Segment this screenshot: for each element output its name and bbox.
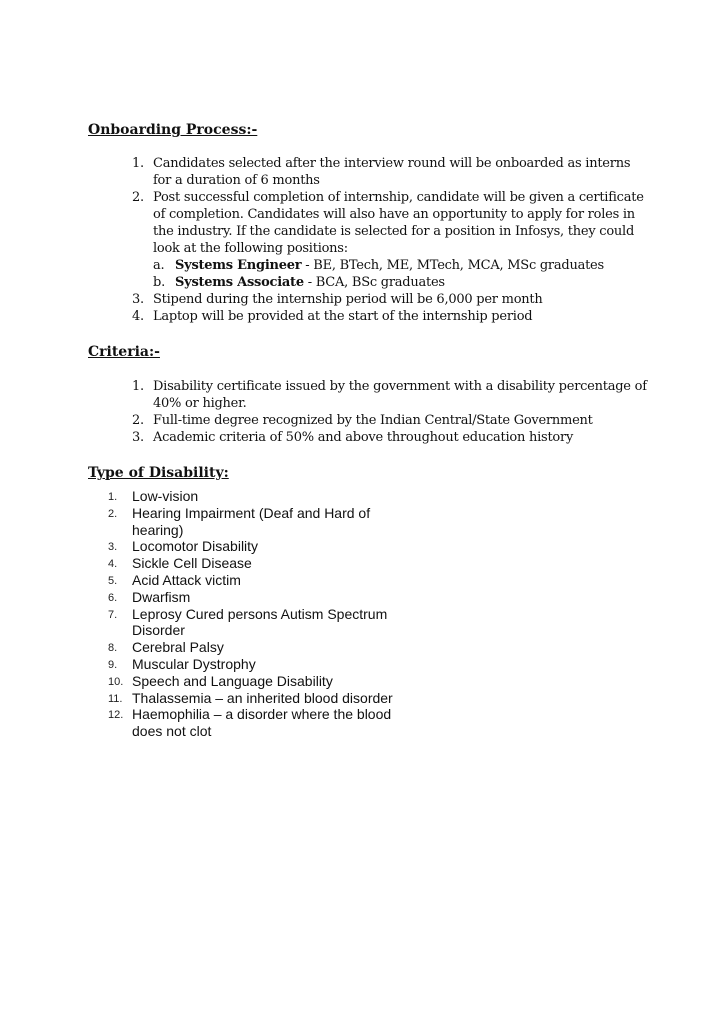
list-item [132, 308, 652, 325]
list-letter: b. [153, 275, 165, 290]
list-number: 2. [108, 507, 118, 520]
disability-heading: Type of Disability: [88, 465, 229, 481]
list-item-text: Speech and Language Disability [132, 672, 333, 689]
list-number: 10. [108, 675, 124, 688]
list-item-text: Haemophilia – a disorder where the blood does not clot [132, 706, 392, 740]
list-item [108, 505, 408, 539]
list-item [132, 429, 652, 446]
list-item [132, 291, 652, 308]
list-number: 6. [108, 591, 118, 604]
list-number: 4. [132, 309, 144, 324]
list-item [108, 673, 408, 690]
list-number: 1. [108, 491, 118, 503]
list-item [132, 155, 652, 189]
list-number: 3. [108, 541, 118, 554]
list-item [108, 606, 408, 640]
list-number: 8. [108, 642, 118, 655]
list-number: 2. [132, 190, 144, 205]
list-item-text: Laptop will be provided at the start of the internship period [153, 309, 533, 324]
criteria-list [132, 378, 652, 446]
list-item-text: Dwarfism [132, 588, 191, 605]
list-number: 12. [108, 709, 124, 722]
list-number: 9. [108, 658, 118, 671]
list-number: 1. [132, 379, 144, 394]
list-item [108, 639, 408, 656]
list-item-text: Leprosy Cured persons Autism Spectrum Disorder [132, 605, 388, 639]
list-item-text: Candidates selected after the interview round will be onboarded as interns for a duration of 6 months [153, 156, 631, 188]
list-item [132, 412, 652, 429]
criteria-heading: Criteria:- [88, 344, 160, 360]
position-title: Systems Associate [175, 275, 304, 290]
list-item [132, 378, 652, 412]
list-number: 3. [132, 430, 144, 445]
list-number: 3. [132, 292, 144, 307]
list-item [108, 538, 408, 555]
list-item [108, 572, 408, 589]
list-number: 2. [132, 413, 144, 428]
disability-list [108, 488, 408, 740]
list-item-text: Academic criteria of 50% and above throughout education history [153, 430, 574, 445]
list-item [108, 555, 408, 572]
list-item-text: Locomotor Disability [132, 538, 259, 555]
list-number: 7. [108, 608, 118, 621]
list-number: 1. [132, 156, 144, 171]
list-item-text: Full-time degree recognized by the Indian Central/State Government [153, 413, 593, 428]
list-item [132, 189, 652, 291]
list-item-text: Post successful completion of internship, candidate will be given a certificate of completion. Candidates will also have an opportunity to apply for roles in the industry. If the candidate is selected for a position in Infosys, they could look at the following positions: [153, 190, 644, 256]
list-item [108, 589, 408, 606]
list-item [108, 706, 408, 740]
list-item [108, 656, 408, 673]
list-item [153, 274, 652, 291]
position-detail: - BE, BTech, ME, MTech, MCA, MSc graduates [301, 258, 604, 273]
list-item-text: Stipend during the internship period will be 6,000 per month [153, 292, 543, 307]
list-item-text: Low-vision [132, 488, 199, 504]
onboarding-heading: Onboarding Process:- [88, 122, 258, 138]
list-number: 5. [108, 574, 118, 587]
list-item-text: Muscular Dystrophy [132, 655, 256, 672]
positions-list [153, 257, 652, 291]
list-item-text: Hearing Impairment (Deaf and Hard of hearing) [132, 504, 371, 538]
position-detail: - BCA, BSc graduates [303, 275, 445, 290]
list-item-text: Thalassemia – an inherited blood disorder [132, 689, 393, 706]
onboarding-list [132, 155, 652, 325]
list-item-text: Sickle Cell Disease [132, 555, 252, 572]
list-item-text: Cerebral Palsy [132, 639, 224, 656]
list-item-text: Acid Attack victim [132, 571, 241, 588]
list-item [153, 257, 652, 274]
position-title: Systems Engineer [175, 258, 302, 273]
list-item [108, 488, 408, 505]
list-letter: a. [153, 258, 165, 273]
list-number: 4. [108, 558, 118, 571]
list-item [108, 690, 408, 707]
list-number: 11. [108, 692, 123, 705]
list-item-text: Disability certificate issued by the government with a disability percentage of 40% or higher. [153, 379, 647, 411]
